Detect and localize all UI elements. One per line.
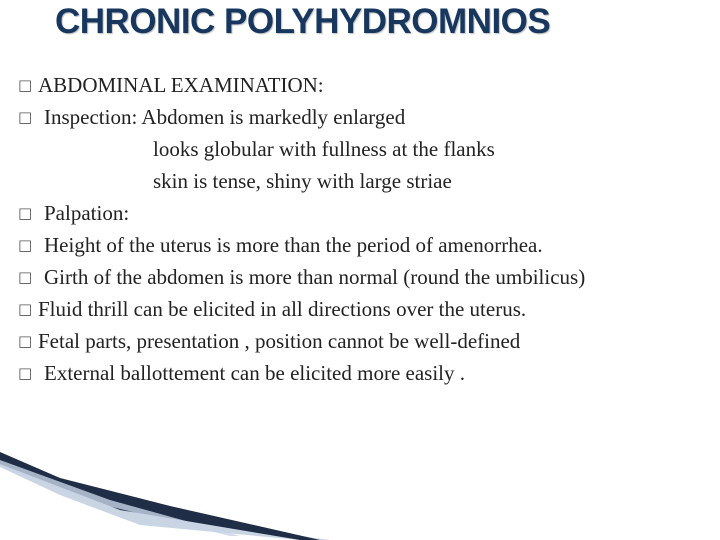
list-item-text: Height of the uterus is more than the period of amenorrhea. (44, 233, 543, 257)
list-item-continuation (18, 165, 718, 197)
inspection-text-3: skin is tense, shiny with large striae (153, 169, 452, 193)
slide-title: CHRONIC POLYHYDROMNIOS (55, 2, 551, 41)
slide-corner-decoration (0, 440, 720, 540)
bullet-list (18, 69, 718, 389)
inspection-text: Abdomen is markedly enlarged (137, 105, 406, 129)
checkbox-bullet-icon: □ (18, 268, 33, 286)
section-heading: ABDOMINAL EXAMINATION: (38, 73, 324, 97)
list-item (18, 197, 718, 229)
list-item (18, 229, 718, 261)
decoration-light-swoosh (0, 455, 330, 540)
list-item-text: Girth of the abdomen is more than normal (round the umbilicus) (44, 265, 586, 289)
list-item-text: External ballottement can be elicited more easily . (44, 361, 465, 385)
checkbox-bullet-icon: □ (18, 204, 33, 222)
checkbox-bullet-icon: □ (18, 108, 33, 126)
list-item-continuation (18, 133, 718, 165)
checkbox-bullet-icon: □ (18, 332, 33, 350)
palpation-label: Palpation: (44, 201, 130, 225)
list-item (18, 325, 718, 357)
list-item (18, 357, 718, 389)
checkbox-bullet-icon: □ (18, 76, 33, 94)
list-item (18, 69, 718, 101)
checkbox-bullet-icon: □ (18, 300, 33, 318)
list-item (18, 261, 718, 293)
checkbox-bullet-icon: □ (18, 364, 33, 382)
inspection-label: Inspection: (44, 105, 138, 129)
list-item-text: Fetal parts, presentation , position cannot be well-defined (38, 329, 521, 353)
list-item-text: Fluid thrill can be elicited in all directions over the uterus. (38, 297, 527, 321)
list-item (18, 293, 718, 325)
inspection-text-2: looks globular with fullness at the flanks (153, 137, 495, 161)
list-item (18, 101, 718, 133)
checkbox-bullet-icon: □ (18, 236, 33, 254)
